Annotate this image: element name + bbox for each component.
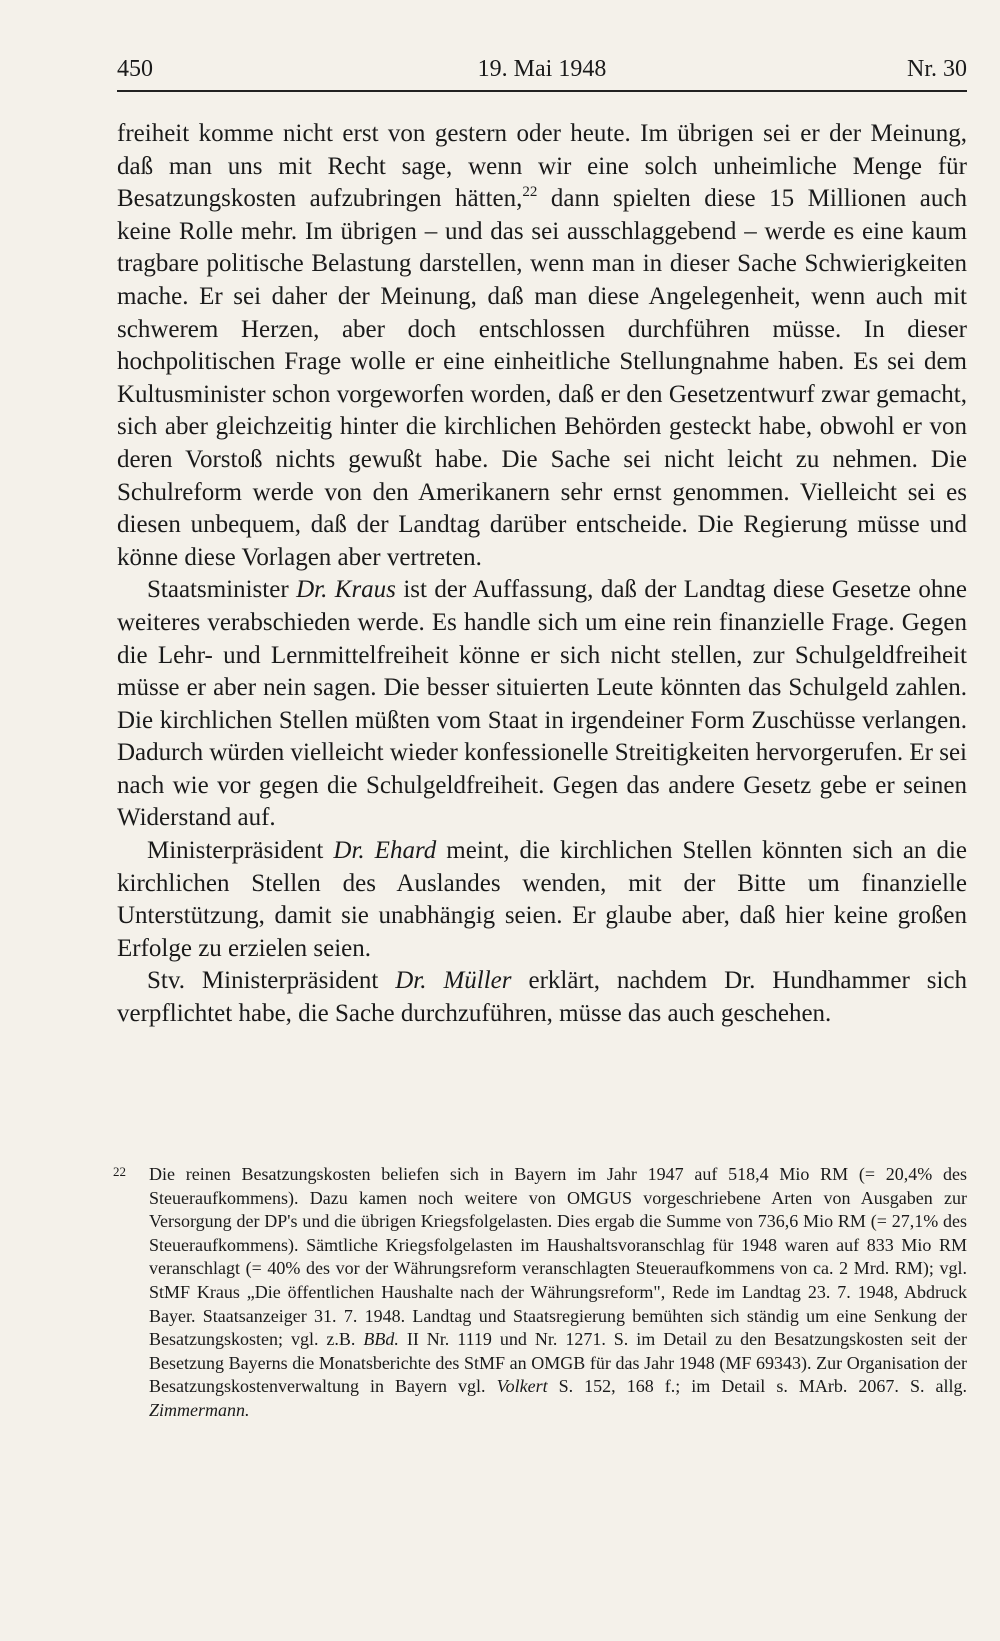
footnote-volkert: Volkert: [496, 1376, 548, 1397]
paragraph-2-text: ist der Auffassung, daß der Landtag diese Gesetze ohne weiteres verabschieden werde. Es handle sich um eine rein finanzielle Frage. Gegen die Lehr- und Lernmittelfreiheit könne er sich nicht stellen, zur Schulgeldfreiheit müsse er aber nein sagen. Die besser situierten Leute könnten das Schulgeld zahlen. Die kirchlichen Stellen müßten vom Staat in irgendeiner Form Zuschüsse verlangen. Dadurch würden vielleicht wieder konfessionelle Streitigkeiten hervorgerufen. Er sei nach wie vor gegen die Schulgeldfreiheit. Gegen das andere Gesetz gebe er seinen Widerstand auf.: [117, 576, 967, 832]
footnote-text: [149, 1163, 967, 1423]
footnote-zimmermann: Zimmermann.: [149, 1399, 250, 1420]
footnote-number: 22: [113, 1164, 126, 1179]
paragraph-3-text: meint, die kirchlichen Stellen könnten sich an die kirchlichen Stellen des Auslandes wenden, mit der Bitte um finanzielle Unterstützung, damit sie unabhängig seien. Er glaube aber, daß hier keine großen Erfolge zu erzielen seien.: [117, 837, 967, 962]
paragraph-1-text-b: dann spielten diese 15 Millionen auch keine Rolle mehr. Im übrigen – und das sei ausschlaggebend – werde es eine kaum tragbare politische Belastung darstellen, wenn man in dieser Sache Schwierigkeiten mache. Er sei daher der Meinung, daß man diese Angelegenheit, wenn auch mit schwerem Herzen, aber doch entschlossen durchführen müsse. In dieser hochpolitischen Frage wolle er eine einheitliche Stellungnahme haben. Es sei dem Kultusminister schon vorgeworfen worden, daß er den Gesetzentwurf zwar gemacht, sich aber gleichzeitig hinter die kirchlichen Behörden gesteckt habe, obwohl er von deren Vorstoß nichts gewußt habe. Die Sache sei nicht leicht zu nehmen. Die Schulreform werde von den Amerikanern sehr ernst genommen. Vielleicht sei es diesen unbequem, daß der Landtag darüber entscheide. Die Regierung müsse und könne diese Vorlagen aber vertreten.: [117, 185, 967, 571]
paragraph-1: [117, 118, 967, 574]
paragraph-2-prefix: Staatsminister: [147, 576, 297, 604]
footnote-bbd: BBd.: [363, 1329, 399, 1350]
speaker-name-ehard: Dr. Ehard: [333, 837, 437, 865]
paragraph-4-text: erklärt, nachdem Dr. Hundhammer sich verpflichtet habe, die Sache durchzuführen, müsse das auch geschehen.: [117, 967, 967, 1028]
footnote-text-c: S. 152, 168 f.; im Detail s. MArb. 2067. S. allg.: [547, 1376, 967, 1397]
running-header: [117, 56, 967, 90]
issue-number: Nr. 30: [907, 56, 967, 82]
footnote-22: [113, 1163, 967, 1423]
page-number: 450: [117, 56, 153, 82]
footnote-ref-22: 22: [522, 184, 538, 201]
paragraph-3: [117, 835, 967, 965]
header-date: 19. Mai 1948: [477, 56, 607, 82]
paragraph-3-prefix: Ministerpräsident: [147, 837, 334, 865]
speaker-name-kraus: Dr. Kraus: [296, 576, 396, 604]
header-rule: [117, 90, 967, 92]
paragraph-4-prefix: Stv. Ministerpräsident: [147, 967, 396, 995]
footnote-text-b: II Nr. 1119 und Nr. 1271. S. im Detail zu den Besatzungskosten seit der Besetzung Bayerns die Monatsberichte des StMF an OMGB für das Jahr 1948 (MF 69343). Zur Organisation der Besatzungskostenverwaltung in Bayern vgl.: [149, 1329, 967, 1397]
paragraph-2: [117, 574, 967, 835]
paragraph-4: [117, 965, 967, 1030]
paragraph-1-text-a: freiheit komme nicht erst von gestern oder heute. Im übrigen sei er der Meinung, daß man uns mit Recht sage, wenn wir eine solch unheimliche Menge für Besatzungskosten aufzubringen hätten,: [117, 120, 967, 213]
footnote-text-a: Die reinen Besatzungskosten beliefen sich in Bayern im Jahr 1947 auf 518,4 Mio RM (= 20,4% des Steueraufkommens). Dazu kamen noch weitere von OMGUS vorgeschriebene Arten von Ausgaben zur Versorgung der DP's und die übrigen Kriegsfolgelasten. Dies ergab die Summe von 736,6 Mio RM (= 27,1% des Steueraufkommens). Sämtliche Kriegsfolgelasten im Haushaltsvoranschlag für 1948 waren auf 833 Mio RM veranschlagt (= 40% des vor der Währungsreform veranschlagten Steueraufkommens von ca. 2 Mrd. RM); vgl. StMF Kraus „Die öffentlichen Haushalte nach der Währungsreform", Rede im Landtag 23. 7. 1948, Abdruck Bayer. Staatsanzeiger 31. 7. 1948. Landtag und Staatsregierung bemühten sich ständig um eine Senkung der Besatzungskosten; vgl. z.B.: [149, 1164, 967, 1350]
main-text: [117, 118, 967, 1031]
speaker-name-mueller: Dr. Müller: [395, 967, 512, 995]
